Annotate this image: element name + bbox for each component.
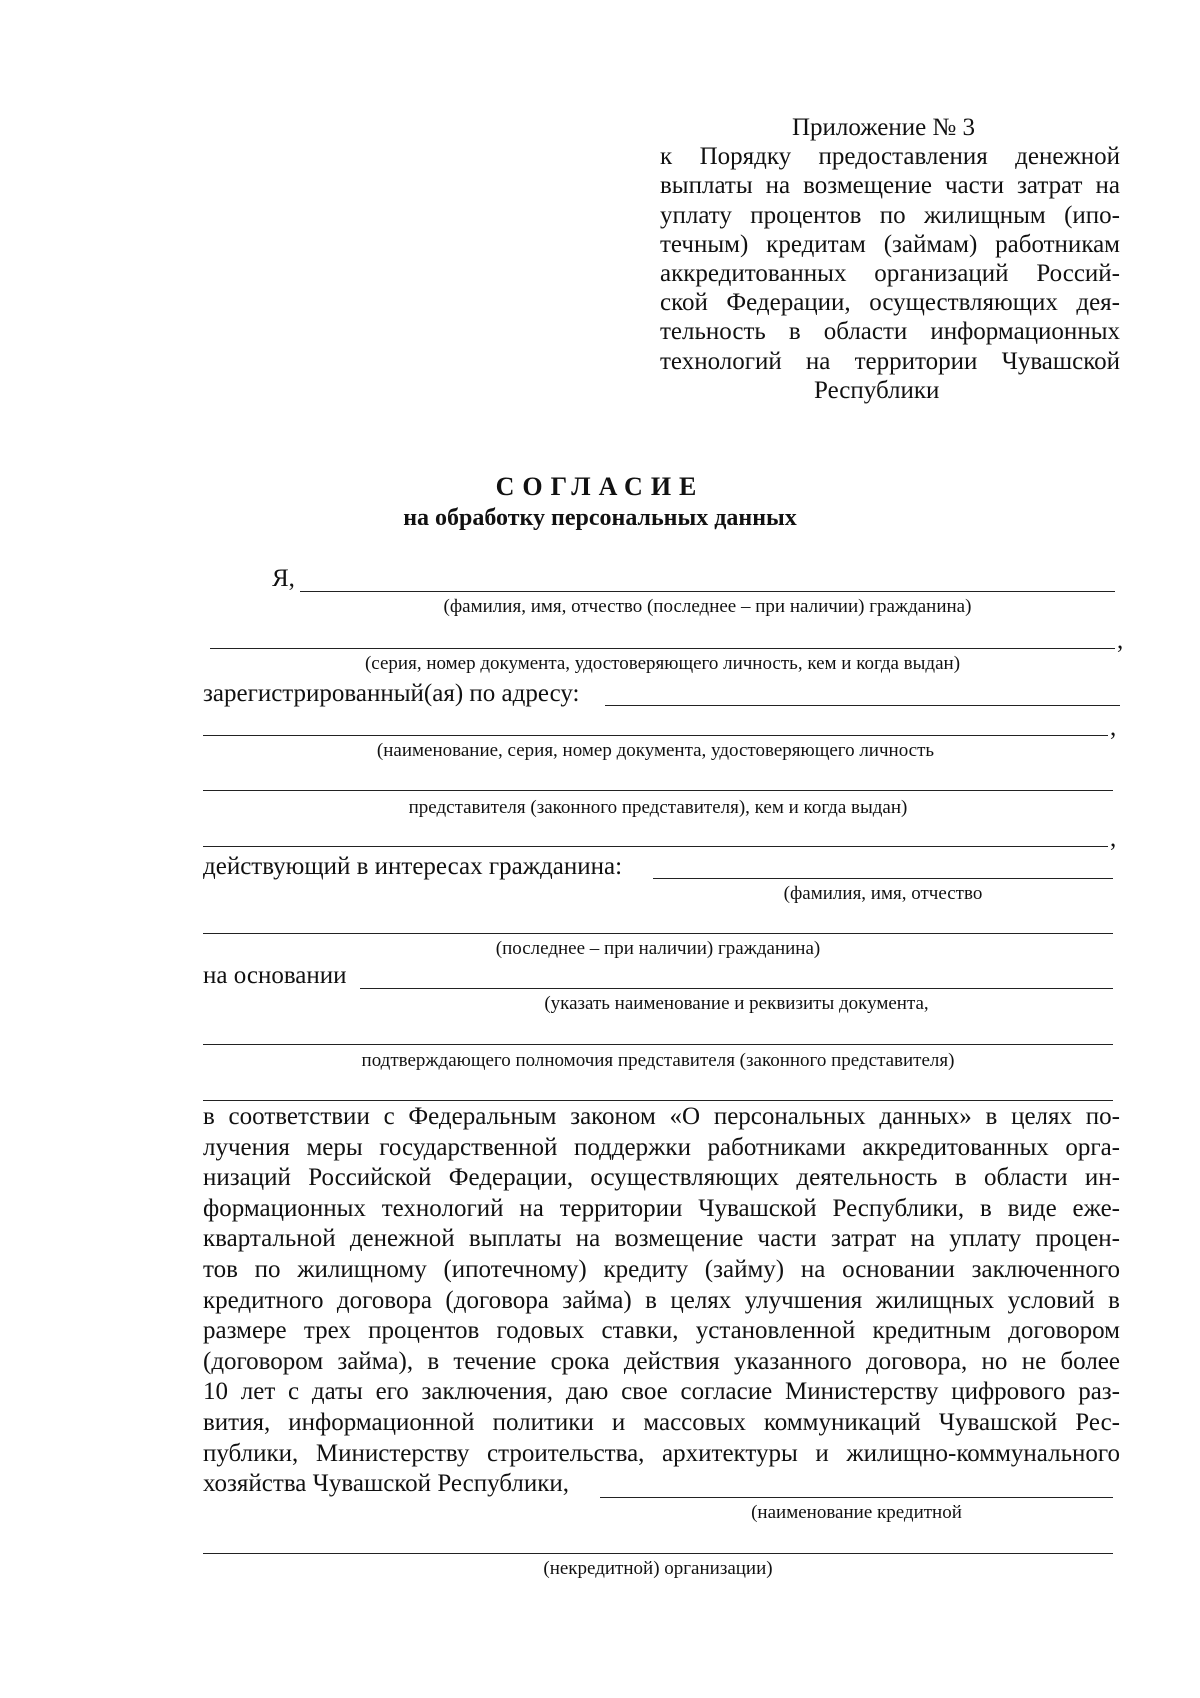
- paragraph-line: 10 лет с даты его заключения, даю свое согласие Министерству цифрового раз-: [203, 1378, 1120, 1406]
- rep-doc-field-line-2[interactable]: [203, 846, 1108, 847]
- comma: ,: [1117, 627, 1124, 654]
- document-title: СОГЛАСИЕ: [495, 472, 705, 501]
- comma: ,: [1110, 714, 1117, 741]
- citizen-fio-caption-2: (последнее – при наличии) гражданина): [495, 938, 821, 959]
- i-label: Я,: [272, 565, 295, 592]
- paragraph-line: квартальной денежной выплаты на возмещение части затрат на уплату процен-: [203, 1225, 1120, 1253]
- paragraph-line: кредитного договора (договора займа) в целях улучшения жилищных условий в: [203, 1286, 1120, 1314]
- rep-doc-caption-2: представителя (законного представителя), кем и когда выдан): [408, 797, 908, 818]
- document-subtitle: на обработку персональных данных: [403, 505, 797, 531]
- basis-field-line[interactable]: [360, 988, 1113, 989]
- appendix-line: уплату процентов по жилищным (ипо-: [660, 201, 1120, 229]
- paragraph-line: хозяйства Чувашской Республики,: [203, 1470, 569, 1498]
- paragraph-line: тов по жилищному (ипотечному) кредиту (займу) на основании заключенного: [203, 1255, 1120, 1283]
- citizen-fio-caption-1: (фамилия, имя, отчество: [783, 883, 983, 904]
- appendix-line: ской Федерации, осуществляющих дея-: [660, 289, 1120, 317]
- passport-caption: (серия, номер документа, удостоверяющего личность, кем и когда выдан): [364, 653, 961, 674]
- rep-doc-field-line[interactable]: [203, 790, 1113, 791]
- organization-field-line-2[interactable]: [203, 1553, 1113, 1554]
- appendix-line: тельность в области информационных: [660, 318, 1120, 346]
- comma: ,: [1110, 825, 1117, 852]
- basis-caption-1: (указать наименование и реквизиты документа,: [544, 993, 929, 1014]
- organization-field-line[interactable]: [600, 1497, 1113, 1498]
- paragraph-line: размере трех процентов годовых ставки, установленной кредитным договором: [203, 1317, 1120, 1345]
- paragraph-line: лучения меры государственной поддержки работниками аккредитованных орга-: [203, 1133, 1120, 1161]
- citizen-fio-field-line[interactable]: [653, 878, 1113, 879]
- appendix-line: аккредитованных организаций Россий-: [660, 260, 1120, 288]
- paragraph-line: в соответствии с Федеральным законом «О персональных данных» в целях по-: [203, 1103, 1120, 1130]
- fio-caption: (фамилия, имя, отчество (последнее – при наличии) гражданина): [443, 596, 972, 617]
- passport-field-line[interactable]: [210, 648, 1115, 649]
- basis-field-line-3[interactable]: [203, 1100, 1113, 1101]
- appendix-line: технологий на территории Чувашской: [660, 347, 1120, 375]
- appendix-line: к Порядку предоставления денежной: [660, 143, 1120, 171]
- basis-caption-2: подтверждающего полномочия представителя (законного представителя): [361, 1050, 955, 1071]
- consent-paragraph: [203, 1102, 1120, 1500]
- paragraph-line: (договором займа), в течение срока действия указанного договора, но не более: [203, 1347, 1120, 1375]
- citizen-fio-field-line-2[interactable]: [203, 933, 1113, 934]
- address-field-line[interactable]: [605, 705, 1120, 706]
- address-field-line-2[interactable]: [203, 735, 1108, 736]
- acting-label: действующий в интересах гражданина:: [203, 853, 623, 880]
- appendix-number: Приложение № 3: [792, 114, 976, 141]
- registered-label: зарегистрированный(ая) по адресу:: [203, 680, 580, 707]
- paragraph-line: вития, информационной политики и массовых коммуникаций Чувашской Рес-: [203, 1408, 1120, 1436]
- appendix-line: течным) кредитам (займам) работникам: [660, 230, 1120, 258]
- basis-label: на основании: [203, 962, 347, 989]
- organization-caption-2: (некредитной) организации): [543, 1558, 773, 1579]
- appendix-line: выплаты на возмещение части затрат на: [660, 172, 1120, 200]
- appendix-last-line: Республики: [814, 376, 940, 404]
- fio-field-line[interactable]: [300, 591, 1115, 592]
- basis-field-line-2[interactable]: [203, 1044, 1113, 1045]
- organization-caption-1: (наименование кредитной: [751, 1502, 962, 1523]
- rep-doc-caption-1: (наименование, серия, номер документа, удостоверяющего личность: [376, 740, 935, 761]
- paragraph-line: публики, Министерству строительства, архитектуры и жилищно-коммунального: [203, 1439, 1120, 1467]
- appendix-block: [660, 113, 1120, 405]
- paragraph-line: формационных технологий на территории Чувашской Республики, в виде еже-: [203, 1194, 1120, 1222]
- paragraph-line: низаций Российской Федерации, осуществляющих деятельность в области ин-: [203, 1164, 1120, 1192]
